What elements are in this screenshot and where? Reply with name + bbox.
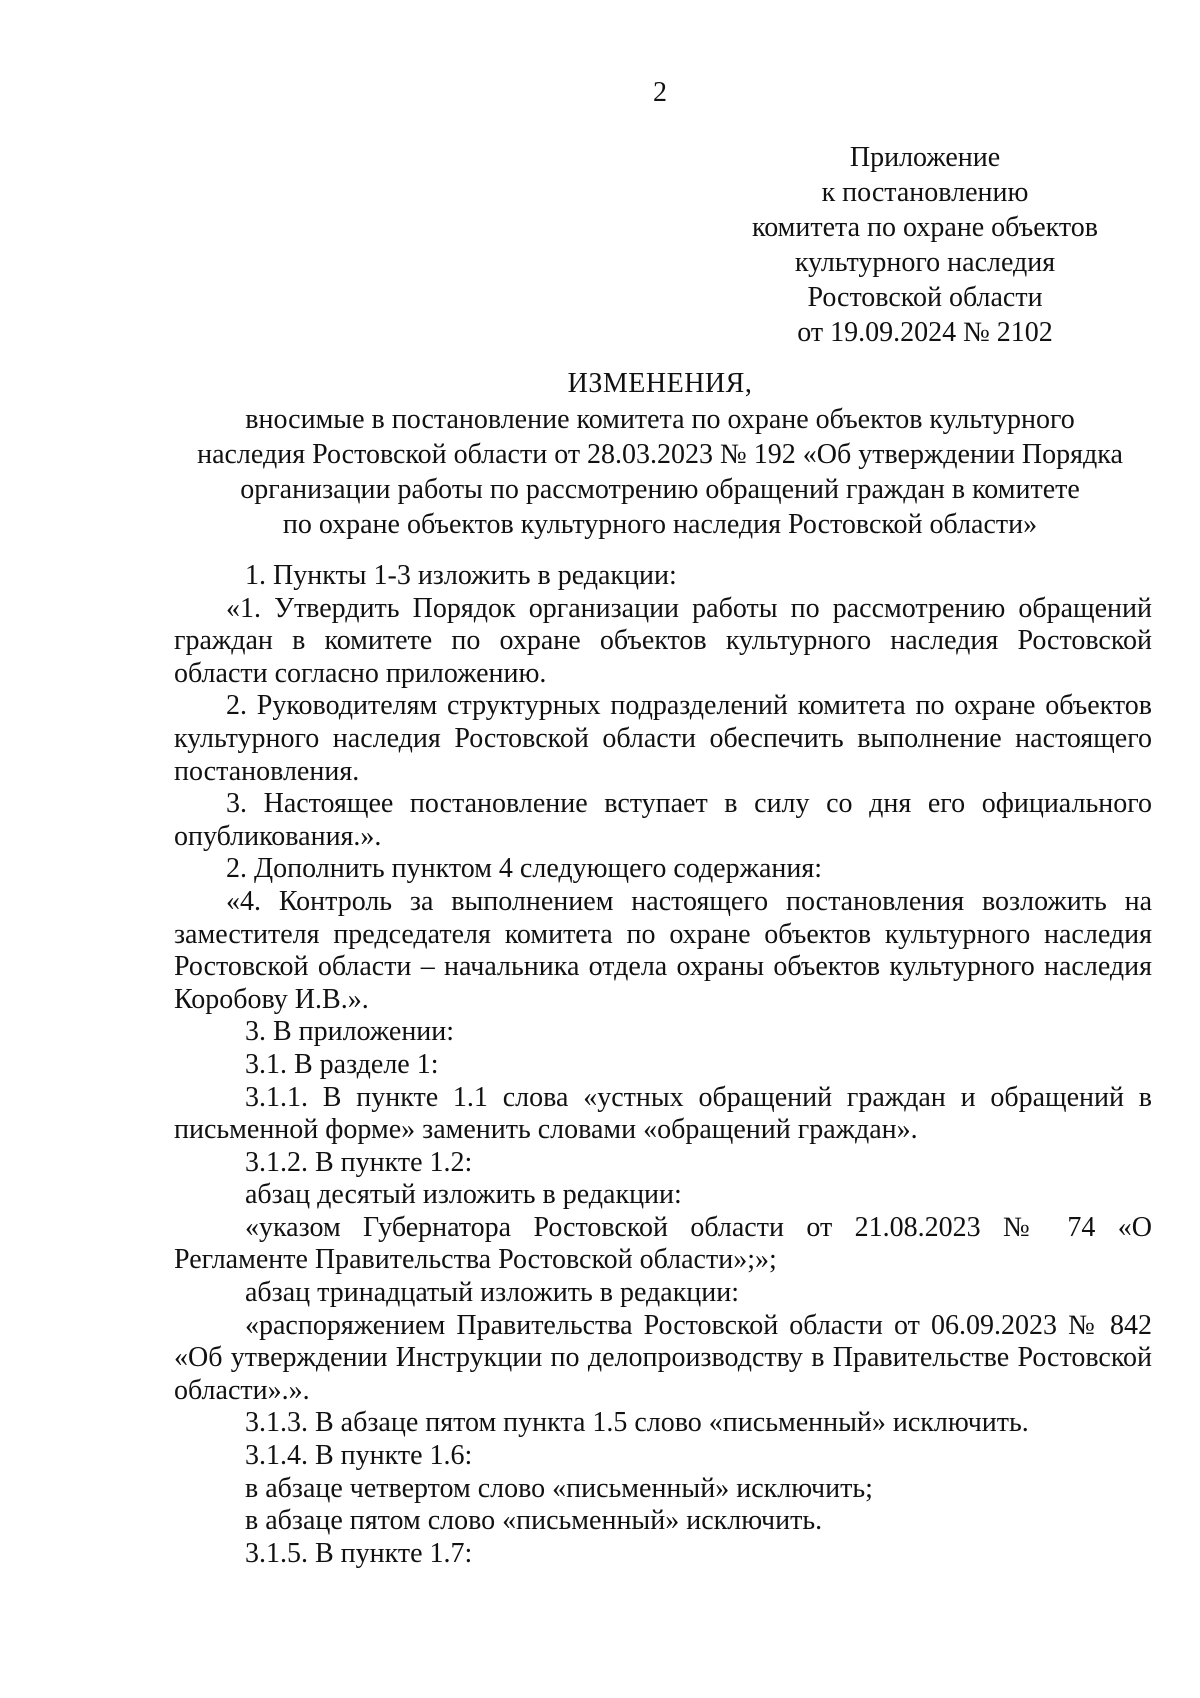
paragraph: «указом Губернатора Ростовской области от 21.08.2023 № 74 «О Регламенте Правительства Ростовской области»;»; [174,1211,1152,1276]
paragraph: «4. Контроль за выполнением настоящего постановления возложить на заместителя председателя комитета по охране объектов культурного наследия Ростовской области – начальника отдела охраны объектов культурного наследия Коробову И.В.». [174,885,1152,1015]
title-line: наследия Ростовской области от 28.03.2023 № 192 «Об утверждении Порядка [197,439,1123,470]
paragraph: 3. В приложении: [245,1016,455,1048]
paragraph: 3.1.2. В пункте 1.2: [245,1146,473,1178]
appendix-line: от 19.09.2024 № 2102 [797,317,1053,348]
appendix-line: к постановлению [821,177,1029,208]
appendix-line: культурного наследия [794,247,1056,278]
page-number: 2 [653,77,667,108]
paragraph: 3.1.3. В абзаце пятом пункта 1.5 слово «письменный» исключить. [245,1407,1029,1439]
paragraph: 3.1. В разделе 1: [245,1048,439,1080]
appendix-line: Приложение [849,142,1001,173]
paragraph: «распоряжением Правительства Ростовской области от 06.09.2023 № 842 «Об утверждении Инструкции по делопроизводству в Правительстве Ростовской области».». [174,1309,1152,1406]
document-body [174,560,1152,1570]
title-line: по охране объектов культурного наследия Ростовской области» [282,509,1038,540]
title-main: ИЗМЕНЕНИЯ, [567,368,753,399]
appendix-line: Ростовской области [807,282,1043,313]
paragraph: абзац тринадцатый изложить в редакции: [245,1277,740,1309]
paragraph: 3. Настоящее постановление вступает в силу со дня его официального опубликования.». [174,788,1152,852]
paragraph: абзац десятый изложить в редакции: [245,1179,682,1211]
title-line: организации работы по рассмотрению обращений граждан в комитете [240,474,1080,505]
paragraph: 3.1.5. В пункте 1.7: [245,1537,473,1569]
paragraph: в абзаце четвертом слово «письменный» исключить; [245,1472,873,1504]
appendix-header [720,140,1130,350]
title-line: вносимые в постановление комитета по охране объектов культурного [245,404,1075,435]
paragraph: 3.1.1. В пункте 1.1 слова «устных обращений граждан и обращений в письменной форме» заменить словами «обращений граждан». [174,1081,1152,1146]
paragraph: 3.1.4. В пункте 1.6: [245,1440,473,1472]
paragraph: 2. Дополнить пунктом 4 следующего содержания: [226,853,823,885]
paragraph: 2. Руководителям структурных подразделений комитета по охране объектов культурного наследия Ростовской области обеспечить выполнение настоящего постановления. [174,690,1152,787]
document-title [170,366,1150,542]
paragraph: в абзаце пятом слово «письменный» исключить. [245,1505,823,1537]
paragraph: «1. Утвердить Порядок организации работы по рассмотрению обращений граждан в комитете по охране объектов культурного наследия Ростовской области согласно приложению. [174,592,1152,689]
paragraph: 1. Пункты 1-3 изложить в редакции: [245,560,677,591]
appendix-line: комитета по охране объектов [752,212,1098,243]
